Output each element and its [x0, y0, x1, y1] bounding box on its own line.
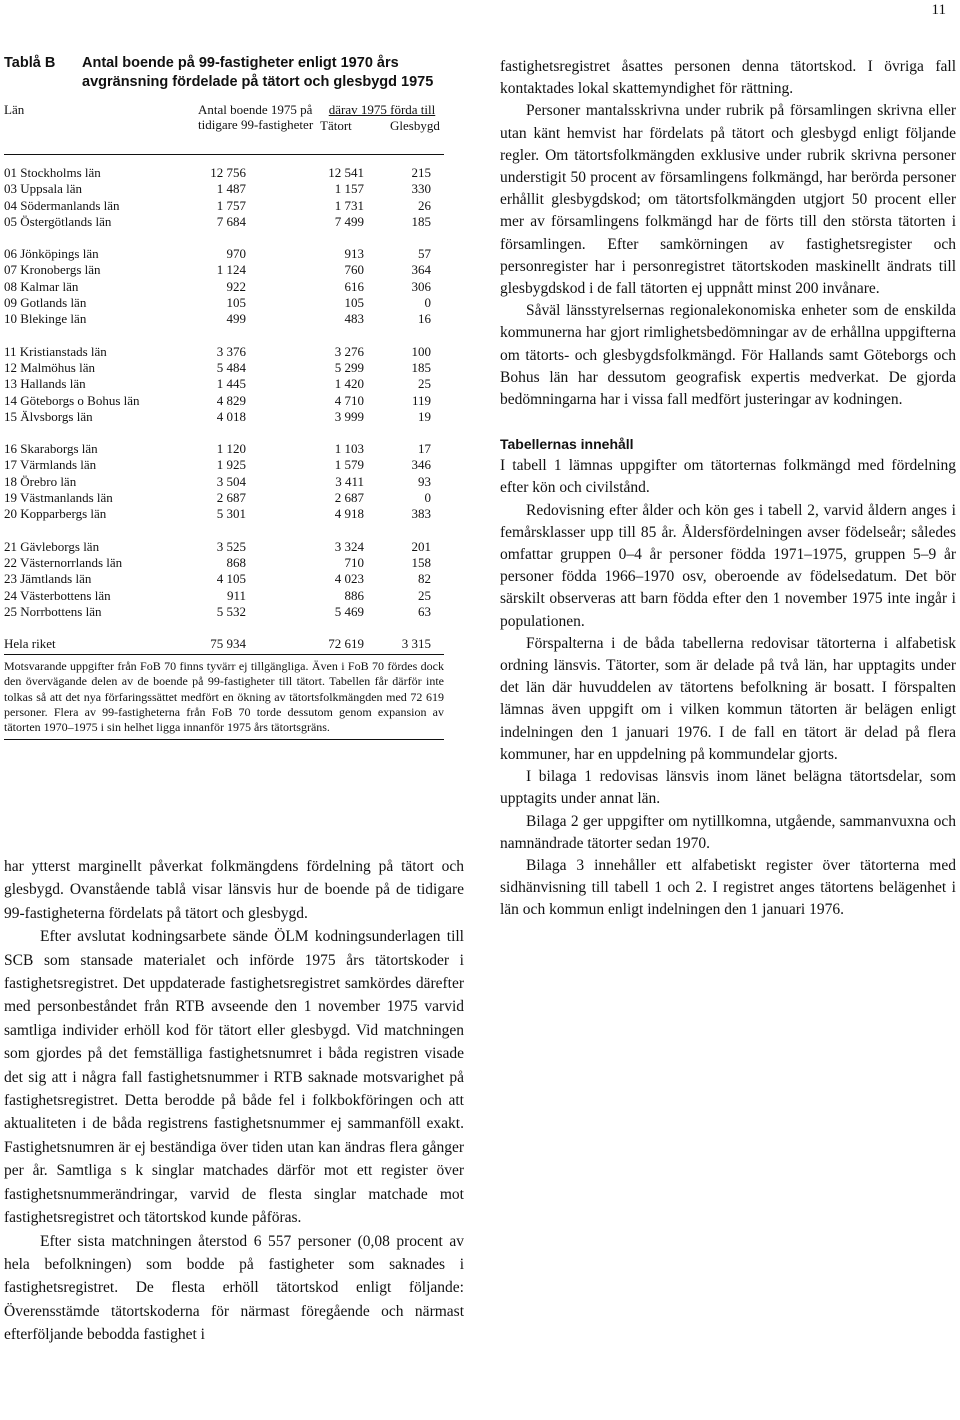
cell-antal: 911 — [226, 587, 246, 603]
cell-lan: 21 Gävleborgs län — [4, 538, 100, 554]
cell-antal: 3 376 — [216, 343, 246, 359]
cell-lan: 03 Uppsala län — [4, 181, 82, 197]
cell-lan: 09 Gotlands län — [4, 295, 87, 311]
paragraph: Förspalterna i de båda tabellerna redovisar tätorterna i alfabetisk ordning länsvis. Tätorter, som är delade på två län, har upptagits under det län där huvuddelen av tätortens befolkning är bosatt. I förspalten lämnas även uppgift om i vilken kommun tätorten är belägen enligt indelningen den 1 januari 1976. I de fall en tätort är delad på flera kommuner, har en uppdelning på kommundelar gjorts. — [500, 634, 956, 763]
cell-antal: 1 925 — [216, 457, 246, 473]
cell-glesbygd: 364 — [411, 262, 431, 278]
cell-tatort: 4 918 — [334, 506, 364, 522]
table-row-group — [4, 165, 444, 230]
cell-antal: 75 934 — [210, 636, 246, 652]
cell-antal: 1 120 — [216, 441, 246, 457]
cell-tatort: 483 — [344, 311, 364, 327]
cell-lan: 13 Hallands län — [4, 376, 86, 392]
cell-tatort: 3 999 — [334, 408, 364, 424]
cell-lan: 22 Västernorrlands län — [4, 554, 123, 570]
table-row — [4, 588, 444, 604]
table-row — [4, 311, 444, 327]
paragraph: Personer mantalsskrivna under rubrik på församlingen skrivna eller utan känt hemvist har fördelats på tätort och glesbygd enligt följande regler. Om tätortsfolkmängden exklusive under rubrik skrivna personer understigit 50 procent av församlingens folkmängd, har berörda personer erhållit glesbygdskod; om tätortsfolkmängden utgjort 50 procent eller mer av församlingens folkmängd har de förts till den största tätorten i församlingen. Efter samkörningen av fastighetsregister och personregister har i personregistret tätortskoden maskinellt ändrats till glesbygdskod i de fall tätorten ej uppnått minst 200 invånare. — [500, 102, 956, 298]
cell-tatort: 886 — [344, 587, 364, 603]
cell-lan: 15 Älvsborgs län — [4, 408, 93, 424]
cell-glesbygd: 100 — [411, 343, 431, 359]
cell-tatort: 2 687 — [334, 490, 364, 506]
cell-tatort: 3 276 — [334, 343, 364, 359]
table-row — [4, 490, 444, 506]
cell-tatort: 710 — [344, 554, 364, 570]
cell-antal: 1 487 — [216, 181, 246, 197]
cell-lan: 23 Jämtlands län — [4, 571, 92, 587]
cell-lan: 11 Kristianstads län — [4, 343, 107, 359]
table-row-group — [4, 246, 444, 327]
table-row — [4, 604, 444, 620]
table-row — [4, 393, 444, 409]
cell-glesbygd: 383 — [411, 506, 431, 522]
cell-glesbygd: 185 — [411, 213, 431, 229]
cell-tatort: 105 — [344, 295, 364, 311]
cell-lan: 01 Stockholms län — [4, 165, 101, 180]
paragraph: Efter avslutat kodningsarbete sände ÖLM kodningsunderlagen till SCB som stansade materialet och införde 1975 års tätortskoder i fastighetsregistret. Det uppdaterade fastighetsregistret samkördes därefter med personbeståndet från RTB avseende den 1 november 1975 varvid samtliga individer erhöll kod för tätort eller glesbygd. Vid matchningen som gjordes på det femställiga fastighetsnumret i båda registren visade det sig att i några fall fastighetsnummer i RTB saknade motsvarighet på fastighetsregistret. Detta berodde på både fel i folkbokföringen och att aktualiteten i de båda registrens fastighetsnummer ej sammanföll exakt. Fastighetsnumren är ej beständiga över tiden utan kan ändras flera gånger per år. Samtliga s k singlar matchades därför mot ett register över fastighetsnummerändringar, varvid de flesta singlar matchade mot fastighetsregistret och tätortskod kunde påföras. — [4, 928, 464, 1227]
page-number: 11 — [931, 2, 946, 18]
cell-tatort: 913 — [344, 246, 364, 262]
cell-antal: 970 — [226, 246, 246, 262]
data-table — [4, 102, 444, 740]
table-label: Tablå B — [4, 55, 56, 71]
cell-lan: 17 Värmlands län — [4, 457, 97, 473]
cell-antal: 868 — [226, 554, 246, 570]
table-row — [4, 409, 444, 425]
cell-antal: 7 684 — [216, 213, 246, 229]
table-row — [4, 376, 444, 392]
table-row — [4, 555, 444, 571]
table-row-group — [4, 344, 444, 425]
paragraph: Bilaga 2 ger uppgifter om nytillkomna, utgående, sammanvuxna och namnändrade tätorter sedan 1970. — [500, 812, 956, 852]
cell-lan: 14 Göteborgs o Bohus län — [4, 392, 140, 408]
table-block — [4, 54, 444, 740]
cell-tatort: 1 103 — [334, 441, 364, 457]
table-row — [4, 457, 444, 473]
paragraph: fastighetsregistret åsattes personen denna tätortskod. I övriga fall kontaktades lokal skattemyndighet för rättning. — [500, 58, 956, 98]
cell-lan: 07 Kronobergs län — [4, 262, 101, 278]
cell-lan: 18 Örebro län — [4, 473, 77, 489]
cell-tatort: 4 023 — [334, 571, 364, 587]
table-row — [4, 441, 444, 457]
table-row-group — [4, 441, 444, 522]
table-row — [4, 262, 444, 278]
cell-lan: 16 Skaraborgs län — [4, 441, 98, 457]
cell-tatort: 1 731 — [334, 197, 364, 213]
header-tatort: Tätort — [320, 118, 352, 133]
cell-lan: 04 Södermanlands län — [4, 197, 120, 213]
cell-glesbygd: 119 — [411, 392, 431, 408]
cell-antal: 4 829 — [216, 392, 246, 408]
cell-antal: 5 301 — [216, 506, 246, 522]
cell-lan: 10 Blekinge län — [4, 311, 87, 327]
cell-glesbygd: 17 — [418, 441, 431, 457]
cell-glesbygd: 185 — [411, 359, 431, 375]
cell-lan: 08 Kalmar län — [4, 278, 79, 294]
cell-glesbygd: 26 — [418, 197, 431, 213]
paragraph: Efter sista matchningen återstod 6 557 personer (0,08 procent av hela befolkningen) som bodde på fastigheter som saknades i fastighetsregistret. De flesta erhöll tätortskod enligt följande: Överensstämde tätortskoderna för närmast föregående och närmast efterföljande bebodda fastighet i — [4, 1232, 464, 1344]
header-lan: Län — [4, 102, 25, 117]
cell-antal: 3 504 — [216, 473, 246, 489]
cell-tatort: 1 579 — [334, 457, 364, 473]
cell-glesbygd: 82 — [418, 571, 431, 587]
table-row — [4, 571, 444, 587]
cell-lan: Hela riket — [4, 636, 56, 652]
cell-antal: 12 756 — [210, 165, 246, 180]
cell-antal: 922 — [226, 278, 246, 294]
cell-glesbygd: 25 — [418, 587, 431, 603]
cell-glesbygd: 215 — [411, 165, 431, 180]
table-row — [4, 181, 444, 197]
header-darav: därav 1975 förda till — [328, 102, 436, 117]
header-antal: Antal boende 1975 på tidigare 99-fastigheter — [198, 102, 314, 132]
cell-tatort: 72 619 — [328, 636, 364, 652]
cell-glesbygd: 93 — [418, 473, 431, 489]
table-row — [4, 165, 444, 181]
paragraph: Redovisning efter ålder och kön ges i tabell 2, varvid åldern anges i femårsklasser upp till 85 år. Åldersfördelningen avser födelseår; således omfattar gruppen 0–4 år personer födda 1971–1975, gruppen 5–9 år personer födda 1966–1970 osv, oberoende av födelsedatum. Det bör särskilt observeras att barn födda efter den 1 november 1975 inte ingår i populationen. — [500, 501, 956, 630]
paragraph: Såväl länsstyrelsernas regionalekonomiska enheter som de enskilda kommunerna har gjort rimlighetsbedömningar av de erhållna uppgifterna om tätorts- och glesbygdsfolkmängd. För Hallands samt Göteborgs och Bohus län har dessutom geografisk expertis medverkat. De gjorda bedömningarna har i vissa fall medfört justeringar av kodningen. — [500, 302, 956, 409]
cell-tatort: 5 299 — [334, 359, 364, 375]
cell-tatort: 12 541 — [328, 165, 364, 180]
right-body-text — [500, 56, 956, 922]
cell-lan: 19 Västmanlands län — [4, 490, 113, 506]
cell-antal: 4 018 — [216, 408, 246, 424]
cell-glesbygd: 158 — [411, 554, 431, 570]
table-row-group — [4, 539, 444, 620]
table-total-row — [4, 636, 444, 655]
cell-glesbygd: 330 — [411, 181, 431, 197]
cell-tatort: 3 411 — [335, 473, 364, 489]
cell-tatort: 4 710 — [334, 392, 364, 408]
table-row — [4, 279, 444, 295]
cell-glesbygd: 346 — [411, 457, 431, 473]
cell-glesbygd: 0 — [424, 295, 431, 311]
table-row — [4, 246, 444, 262]
cell-antal: 4 105 — [216, 571, 246, 587]
paragraph: har ytterst marginellt påverkat folkmängdens fördelning på tätort och glesbygd. Ovanstående tablå visar länsvis hur de boende på de tidigare 99-fastigheterna fördelats på tätort och glesbygd. — [4, 858, 464, 922]
cell-antal: 2 687 — [216, 490, 246, 506]
table-row — [4, 344, 444, 360]
cell-antal: 3 525 — [216, 538, 246, 554]
cell-tatort: 760 — [344, 262, 364, 278]
cell-tatort: 616 — [344, 278, 364, 294]
cell-antal: 5 484 — [216, 359, 246, 375]
table-caption — [4, 54, 444, 92]
table-footnote: Motsvarande uppgifter från FoB 70 finns tyvärr ej tillgängliga. Även i FoB 70 fördes dock den övervägande delen av de boende på 99-fastigheter till tätort. Tabellen får därför inte tolkas så att det nya förfaringssättet medfört en ökning av tätortsfolkmängden med 72 619 personer. Flera av 99-fastigheterna från FoB 70 torde dessutom genom expansion av tätorten 1970–1975 i sin helhet ligga innanför 1975 års tätortsgräns. — [4, 659, 444, 740]
cell-antal: 1 445 — [216, 376, 246, 392]
cell-antal: 1 124 — [216, 262, 246, 278]
cell-glesbygd: 201 — [411, 538, 431, 554]
cell-glesbygd: 0 — [424, 490, 431, 506]
left-body-text — [4, 855, 464, 1347]
cell-antal: 105 — [226, 295, 246, 311]
cell-tatort: 3 324 — [334, 538, 364, 554]
header-glesbygd: Glesbygd — [390, 118, 440, 133]
cell-tatort: 7 499 — [334, 213, 364, 229]
table-row — [4, 474, 444, 490]
cell-glesbygd: 3 315 — [401, 636, 431, 652]
cell-lan: 05 Östergötlands län — [4, 213, 112, 229]
paragraph: I bilaga 1 redovisas länsvis inom länet belägna tätortsdelar, som upptagits under annat län. — [500, 768, 956, 808]
cell-lan: 12 Malmöhus län — [4, 359, 95, 375]
cell-lan: 06 Jönköpings län — [4, 246, 99, 262]
table-header — [4, 102, 444, 155]
table-row — [4, 506, 444, 522]
cell-glesbygd: 16 — [418, 311, 431, 327]
table-row — [4, 539, 444, 555]
cell-glesbygd: 19 — [418, 408, 431, 424]
table-row — [4, 360, 444, 376]
cell-tatort: 1 157 — [334, 181, 364, 197]
cell-glesbygd: 63 — [418, 603, 431, 619]
cell-glesbygd: 306 — [411, 278, 431, 294]
cell-lan: 24 Västerbottens län — [4, 587, 111, 603]
cell-antal: 1 757 — [216, 197, 246, 213]
cell-lan: 25 Norrbottens län — [4, 603, 102, 619]
table-row — [4, 214, 444, 230]
table-body — [4, 155, 444, 620]
cell-tatort: 5 469 — [334, 603, 364, 619]
paragraph: Bilaga 3 innehåller ett alfabetiskt register över tätorterna med sidhänvisning till tabell 1 och 2. I registret anges tätortens belägenhet i län och kommun enligt indelningen den 1 januari 1976. — [500, 856, 956, 919]
cell-glesbygd: 57 — [418, 246, 431, 262]
cell-antal: 5 532 — [216, 603, 246, 619]
cell-antal: 499 — [226, 311, 246, 327]
table-title: Antal boende på 99-fastigheter enligt 1970 års avgränsning fördelade på tätort och glesbygd 1975 — [82, 55, 434, 90]
table-row — [4, 198, 444, 214]
cell-tatort: 1 420 — [334, 376, 364, 392]
paragraph: I tabell 1 lämnas uppgifter om tätorternas folkmängd med fördelning efter kön och civilstånd. — [500, 457, 956, 497]
section-heading: Tabellernas innehåll — [500, 436, 634, 453]
cell-lan: 20 Kopparbergs län — [4, 506, 107, 522]
cell-glesbygd: 25 — [418, 376, 431, 392]
table-row — [4, 295, 444, 311]
